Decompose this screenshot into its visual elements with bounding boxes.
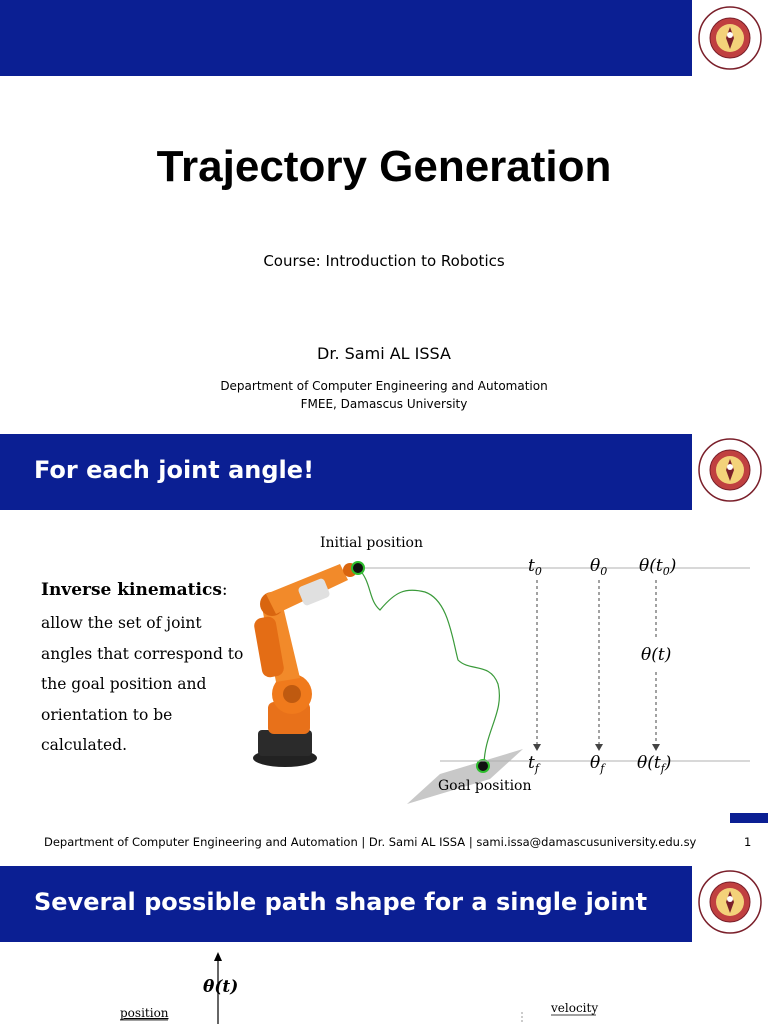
ik-text-line: calculated. <box>41 736 127 754</box>
velocity-label: velocity <box>551 1001 599 1015</box>
theta-t0-label: $\theta(t_0)$ <box>639 556 677 578</box>
thetaf-label: $\theta_f$ <box>590 753 605 775</box>
slide-header-title: For each joint angle! <box>34 456 315 484</box>
slide-footer: Department of Computer Engineering and Automation | Dr. Sami AL ISSA | sami.issa@damascusuniversity.edu.sy <box>44 835 697 849</box>
ik-text-line: allow the set of joint <box>41 614 202 632</box>
ik-text-line: the goal position and <box>41 675 207 693</box>
ik-text-line: angles that correspond to <box>41 645 244 663</box>
course-name: Course: Introduction to Robotics <box>263 252 505 270</box>
theta0-label: $\theta_0$ <box>590 556 608 578</box>
slide-header-title: Several possible path shape for a single joint <box>34 888 648 916</box>
slide-title <box>0 0 768 432</box>
presentation-title: Trajectory Generation <box>156 142 612 191</box>
slide-joint-angle <box>0 432 768 864</box>
slide-path-shapes <box>0 864 768 1024</box>
goal-position-label: Goal position <box>438 778 532 794</box>
university-seal-logo <box>697 5 763 71</box>
faculty-line: FMEE, Damascus University <box>300 397 468 411</box>
tf-label: $t_f$ <box>528 753 539 775</box>
theta-t-label: θ(t) <box>641 645 672 665</box>
y-axis-label: θ(t) <box>203 977 239 997</box>
goal-plate <box>407 749 523 804</box>
department-info <box>0 377 768 413</box>
page-number: 1 <box>744 835 752 849</box>
author-name: Dr. Sami AL ISSA <box>317 344 451 363</box>
header-bar <box>0 0 692 76</box>
position-label: position <box>120 1006 169 1020</box>
ik-colon: : <box>221 580 228 600</box>
ik-heading-text: Inverse kinematics <box>41 580 222 600</box>
page-tab-marker <box>730 813 768 823</box>
trajectory-path <box>358 568 499 766</box>
robot-arm-illustration <box>253 563 357 767</box>
t0-label: $t_0$ <box>528 556 542 578</box>
ik-text-line: orientation to be <box>41 706 173 724</box>
path-shape-plot <box>0 864 768 1024</box>
initial-position-label: Initial position <box>320 535 424 551</box>
trajectory-diagram <box>0 432 768 864</box>
initial-point-marker <box>352 562 364 574</box>
theta-tf-label: $\theta(t_f)$ <box>637 753 672 775</box>
y-axis-arrowhead <box>214 952 222 961</box>
goal-point-marker <box>477 760 489 772</box>
department-line: Department of Computer Engineering and Automation <box>220 379 548 393</box>
